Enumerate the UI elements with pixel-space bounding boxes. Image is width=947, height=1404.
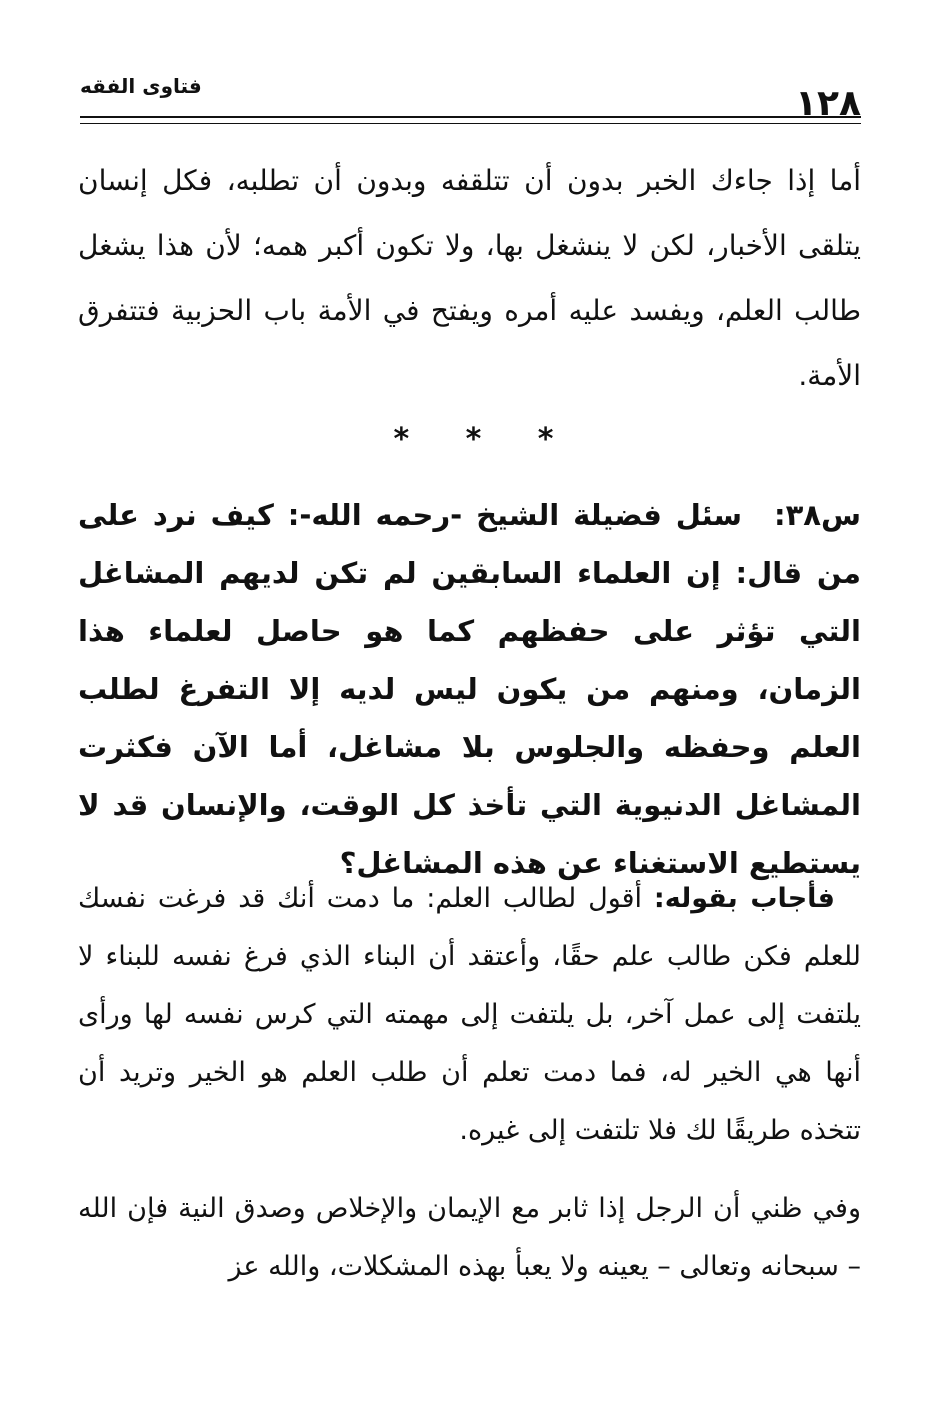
answer-text-1: أقول لطالب العلم: ما دمت أنك قد فرغت نفسك للعلم فكن طالب علم حقًا، وأعتقد أن البناء الذي فرغ نفسه للبناء لا يلتفت إلى عمل آخر، بل يلتفت إلى مهمته التي كرس نفسه لها ورأى أنها هي الخير له، فما دمت تعلم أن طلب العلم هو الخير وتريد أن تتخذه طريقًا لك فلا تلتفت إلى غيره. <box>78 883 861 1146</box>
paragraph-intro: أما إذا جاءك الخبر بدون أن تتلقفه وبدون أن تطلبه، فكل إنسان يتلقى الأخبار، لكن لا ينشغل بها، ولا تكون أكبر همه؛ لأن هذا يشغل طالب العلم، ويفسد عليه أمره ويفتح في الأمة باب الحزبية فتتفرق الأمة. <box>78 164 861 392</box>
answer-paragraph-1 <box>78 870 861 1160</box>
header-rule-thin <box>80 123 861 124</box>
question-label: س٣٨: <box>773 498 861 532</box>
question-block <box>78 486 861 892</box>
section-separator: * * * <box>393 422 554 457</box>
page-number: ١٢٨ <box>795 83 861 124</box>
answer-lead: فأجاب بقوله: <box>653 883 835 914</box>
answer-paragraph-2: وفي ظني أن الرجل إذا ثابر مع الإيمان والإخلاص وصدق النية فإن الله – سبحانه وتعالى – يعينه ولا يعبأ بهذه المشكلات، والله عز <box>78 1193 861 1282</box>
book-title: فتاوى الفقه <box>80 74 202 98</box>
question-text: سئل فضيلة الشيخ -رحمه الله-: كيف نرد على من قال: إن العلماء السابقين لم تكن لديهم المشاغل التي تؤثر على حفظهم كما هو حاصل لعلماء هذا الزمان، ومنهم من يكون ليس لديه إلا التفرغ لطلب العلم وحفظه والجلوس بلا مشاغل، أما الآن فكثرت المشاغل الدنيوية التي تأخذ كل الوقت، والإنسان قد لا يستطيع الاستغناء عن هذه المشاغل؟ <box>78 498 861 880</box>
header-rule-thick <box>80 116 861 118</box>
